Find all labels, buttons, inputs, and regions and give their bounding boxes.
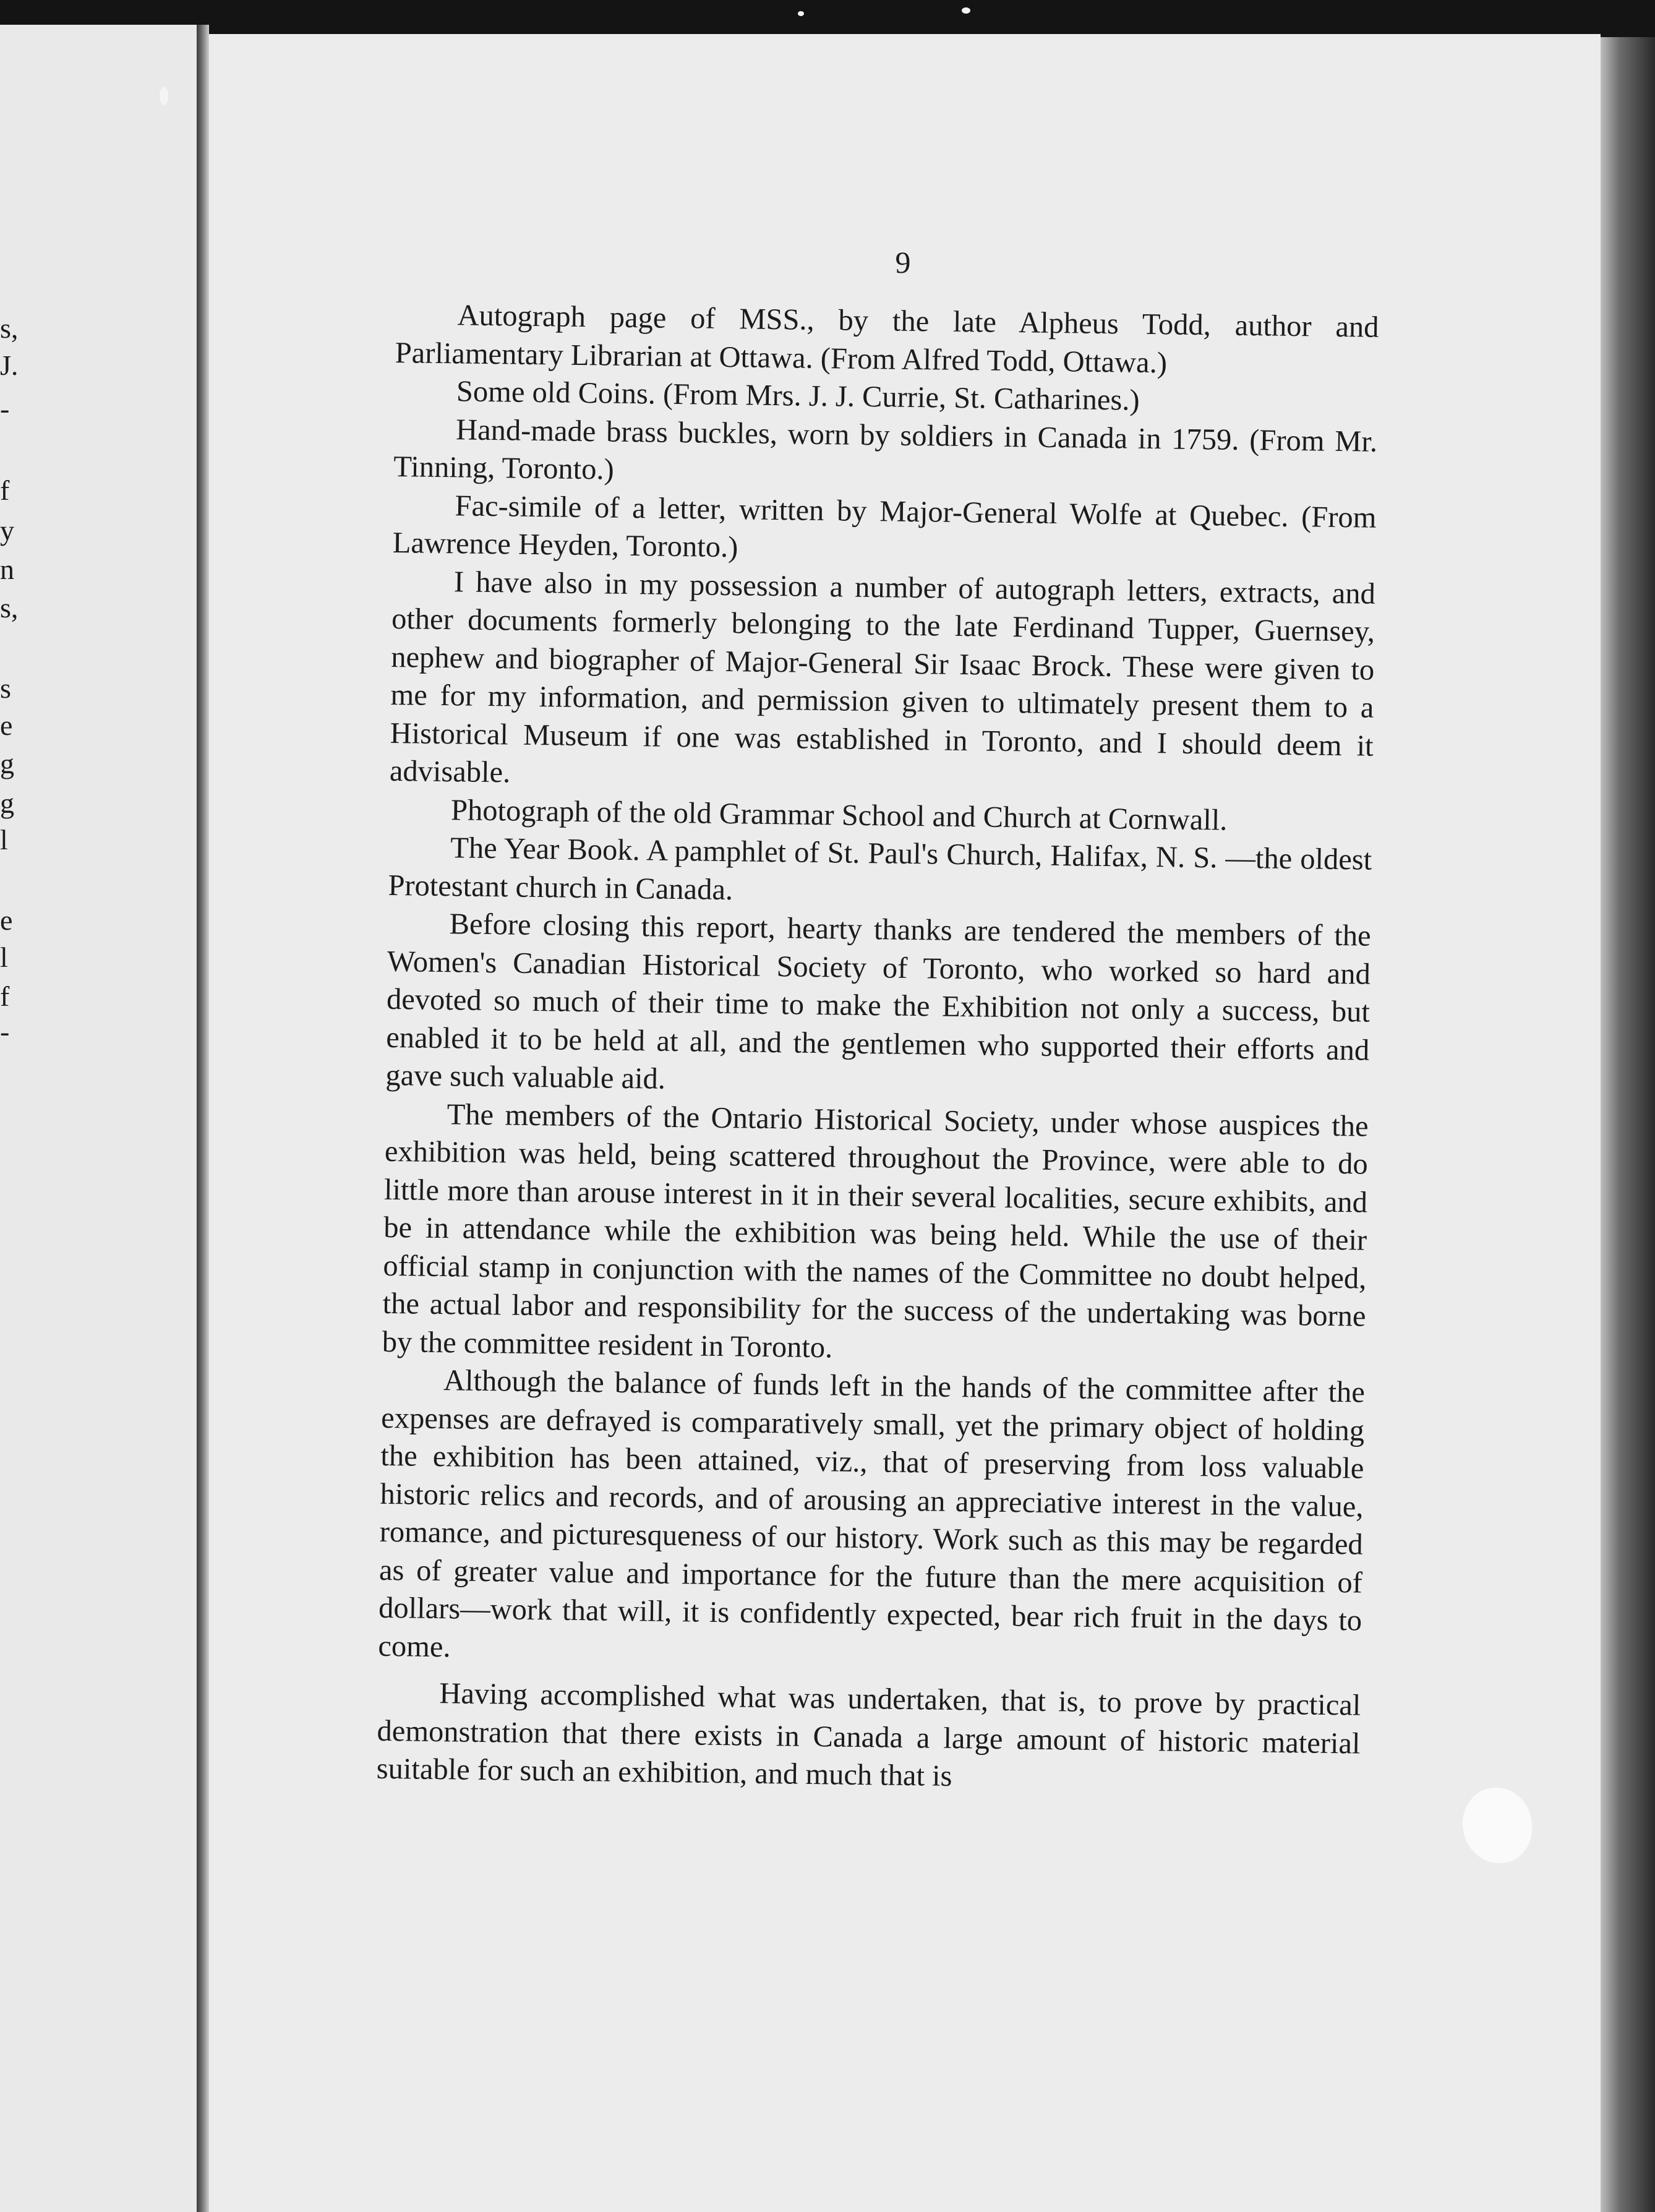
scan-speck <box>160 87 168 105</box>
facing-page-fragment: s, <box>0 312 19 344</box>
paragraph-thanks: Before closing this report, hearty thanks are tendered the members of the Women's Canadian Historical Society of Toronto, who worked so hard and devoted so much of their time to make the Exhibition not only a success, but enabled it to be held at all, and the gentlemen who supported their efforts and gave such valuable aid. <box>385 907 1371 1095</box>
paragraph-conclusion: Having accomplished what was undertaken, that is, to prove by practical demonstration that there exists in Canada a large amount of historic material suitable for such an exhibition, and much that is <box>376 1677 1361 1793</box>
paragraph-society-members: The members of the Ontario Historical Society, under whose auspices the exhibition was held, being scattered throughout the Province, were able to do little more than arouse interest in it in their several localities, secure exhibits, and be in attendance while the exhibition was being held. While the use of their official stamp in conjunction with the names of the Committee no doubt helped, the actual labor and responsibility for the success of the undertaking was borne by the committee resident in Toronto. <box>382 1097 1369 1364</box>
book-gutter <box>197 25 209 2212</box>
facing-page <box>0 25 197 2212</box>
paragraph-tupper-documents: I have also in my possession a number of autograph letters, extracts, and other documents formerly belonging to the late Ferdinand Tupper, Guernsey, nephew and biographer of Major-General Sir Isaac Brock. These were given to me for my information, and permission given to ultimately present them to a Historical Museum if one was established in Toronto, and I should deem it advisable. <box>389 565 1376 789</box>
paragraph-funds: Although the balance of funds left in the hands of the committee after the expenses are defrayed is comparatively small, yet the primary object of holding the exhibition has been attained, viz., that of preserving from loss valuable historic relics and records, and of arousing an appreciative interest in the value, romance, and picturesqueness of our history. Work such as this may be regarded as of greater value and importance for the future than the mere acquisition of dollars—work that will, it is confidently expected, bear rich fruit in the days to come. <box>378 1364 1366 1663</box>
paragraph-cornwall-photograph: Photograph of the old Grammar School and Church at Cornwall. <box>450 793 1228 837</box>
paragraph-brass-buckles: Hand-made brass buckles, worn by soldiers in Canada in 1759. (From Mr. Tinning, Toronto.) <box>393 413 1378 486</box>
facing-page-fragment: n <box>0 554 14 585</box>
facing-page-fragment: s <box>0 672 11 704</box>
facing-page-fragment: - <box>0 1016 10 1047</box>
facing-page-fragment: e <box>0 709 13 741</box>
facing-page-fragment: s, <box>0 592 19 624</box>
paragraph-year-book: The Year Book. A pamphlet of St. Paul's Church, Halifax, N. S. —the oldest Protestant church in Canada. <box>388 831 1372 906</box>
page-number: 9 <box>895 245 911 280</box>
facing-page-fragment: f <box>0 980 10 1012</box>
facing-page-fragment: y <box>0 515 14 546</box>
paragraph-old-coins: Some old Coins. (From Mrs. J. J. Currie, St. Catharines.) <box>456 375 1140 417</box>
facing-page-fragment: l <box>0 941 8 973</box>
scan-speck <box>962 7 970 14</box>
facing-page-fragment: g <box>0 787 14 819</box>
facing-page-fragment: e <box>0 904 13 936</box>
facing-page-fragment: l <box>0 824 8 855</box>
facing-page-fragment: - <box>0 393 10 424</box>
facing-page-fragment: g <box>0 748 14 779</box>
page-edge-shadow <box>1601 37 1655 2212</box>
page-body-text <box>376 296 1379 1801</box>
scan-speck <box>798 11 804 16</box>
paragraph-todd-autograph: Autograph page of MSS., by the late Alpheus Todd, author and Parliamentary Librarian at Ottawa. (From Alfred Todd, Ottawa.) <box>395 299 1379 379</box>
paragraph-wolfe-letter: Fac-simile of a letter, written by Major-General Wolfe at Quebec. (From Lawrence Heyden, Toronto.) <box>392 489 1377 564</box>
facing-page-fragment: f <box>0 474 10 506</box>
facing-page-fragment: J. <box>0 349 19 381</box>
